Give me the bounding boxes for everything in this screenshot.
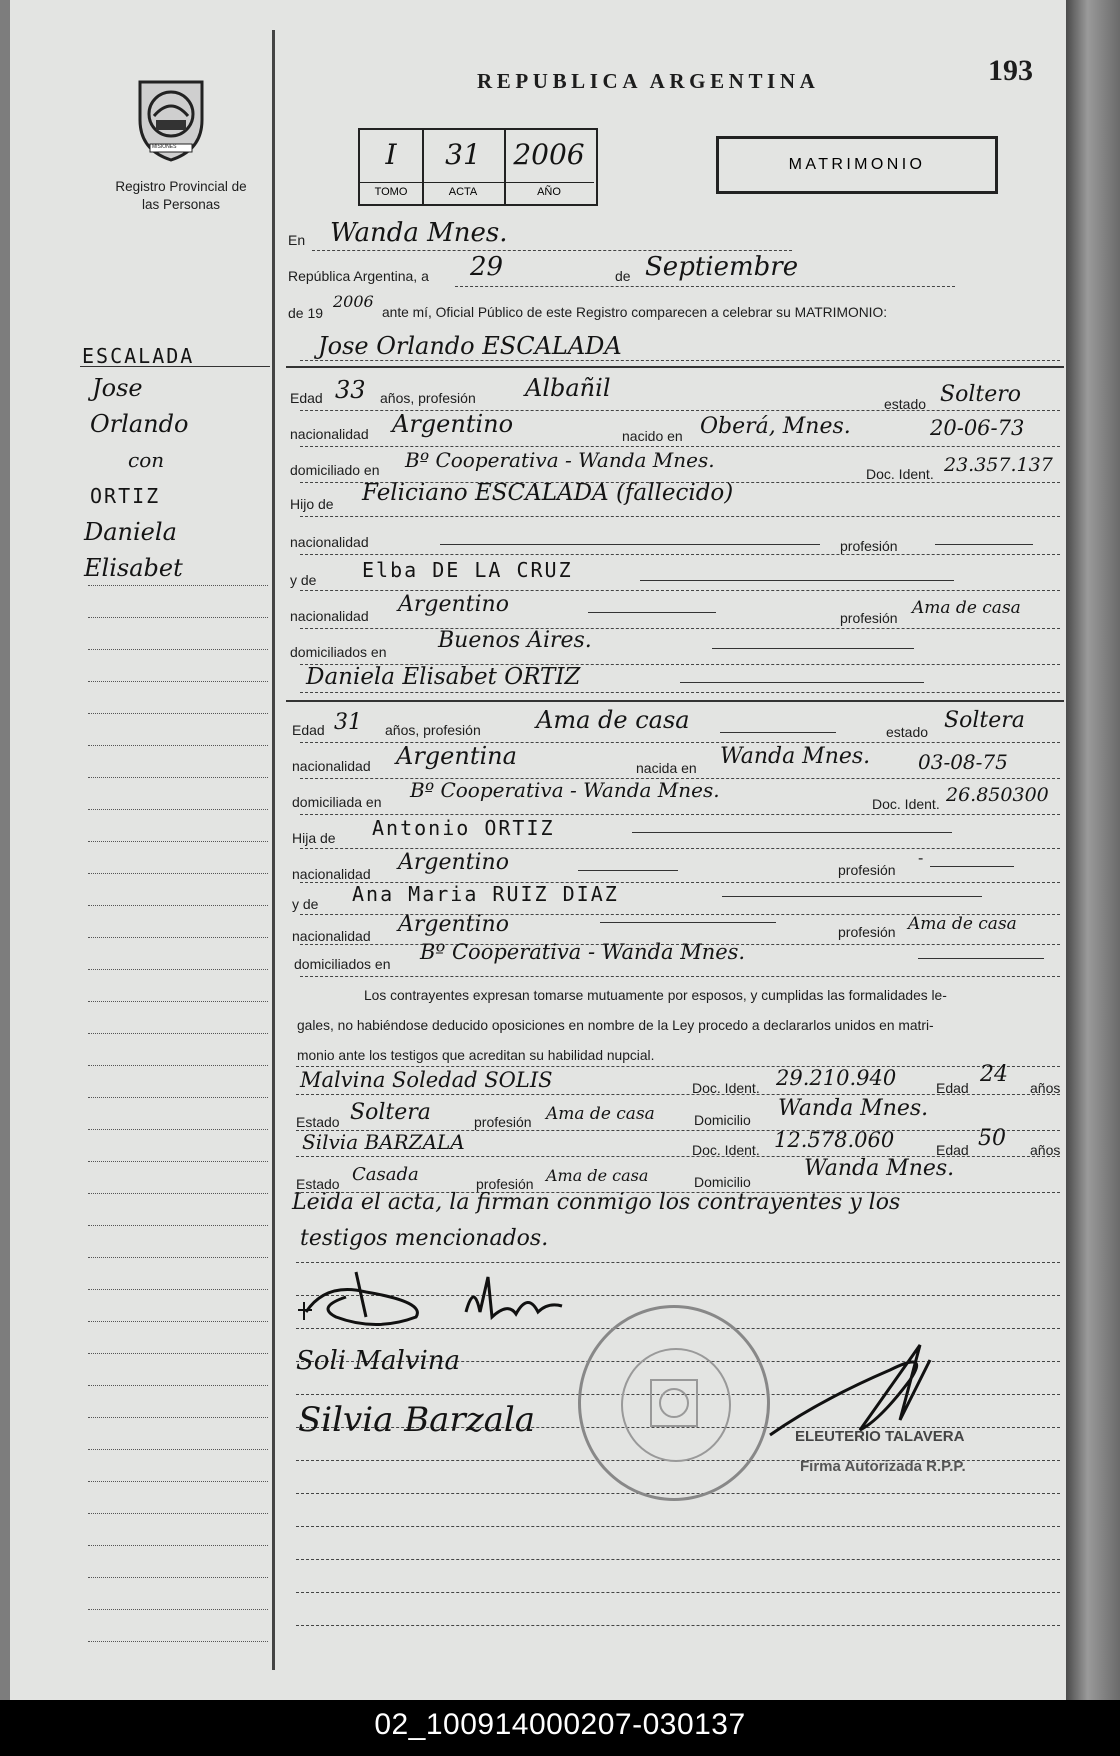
margin-surname-groom: ESCALADA [82, 344, 195, 368]
bride-padres-domicilio: Bº Cooperativa - Wanda Mnes. [420, 940, 746, 964]
witness-1-domicilio-label: Domicilio [694, 1112, 751, 1128]
crest-label: MISIONES [152, 144, 177, 150]
margin-ruled-line [88, 1417, 268, 1418]
declaration-line-2: gales, no habiéndose deducido oposiciones en nombre de la Ley procedo a declararlos unidos en matri- [297, 1018, 934, 1033]
margin-ruled-line [88, 649, 268, 650]
groom-madre-profesion: Ama de casa [912, 598, 1021, 618]
bride-y-de-label: y de [292, 896, 319, 912]
witness-2-domicilio-label: Domicilio [694, 1174, 751, 1190]
groom-doc: 23.357.137 [944, 454, 1053, 476]
margin-name-daniela: Daniela [84, 518, 177, 546]
registry-name: Registro Provincial de las Personas [115, 179, 247, 212]
closing-line-1: Leida el acta, la firman conmigo los contrayentes y los [292, 1190, 901, 1215]
groom-edad: 33 [335, 376, 366, 404]
margin-ruled-line [88, 1641, 268, 1642]
margin-ruled-line [88, 1193, 268, 1194]
ruled-line [296, 1592, 1060, 1593]
bride-padre: Antonio ORTIZ [372, 816, 555, 840]
groom-hijo-label: Hijo de [290, 496, 334, 512]
bride-doc: 26.850300 [946, 784, 1049, 806]
official-name: ELEUTERIO TALAVERA [795, 1428, 965, 1445]
declaration-line-3: monio ante los testigos que acreditan su habilidad nupcial. [297, 1048, 655, 1063]
book-edge [1066, 0, 1120, 1700]
margin-ruled-line [88, 1481, 268, 1482]
register-reference-box [358, 128, 598, 206]
witness-2-estado-label: Estado [296, 1176, 340, 1192]
witness-1-edad-label: Edad [936, 1080, 969, 1096]
groom-nacido-en: Oberá, Mnes. [700, 414, 851, 439]
bride-domiciliados-label: domiciliados en [294, 956, 391, 972]
witness-2-edad: 50 [978, 1126, 1006, 1151]
bride-profesion: Ama de casa [536, 706, 690, 734]
witness-1-estado: Soltera [350, 1100, 431, 1125]
bride-madre-profesion: Ama de casa [908, 914, 1017, 934]
margin-ruled-line [88, 1577, 268, 1578]
witness-2-doc: 12.578.060 [774, 1128, 895, 1152]
witness-2-name: Silvia BARZALA [302, 1130, 465, 1154]
acta-caption: ACTA [422, 182, 504, 198]
groom-madre-prof-label: profesión [840, 610, 898, 626]
margin-name-elisabet: Elisabet [84, 554, 183, 582]
witness-1-prof-label: profesión [474, 1114, 532, 1130]
bride-nacionalidad: Argentina [396, 742, 517, 770]
margin-ruled-line [88, 1097, 268, 1098]
bride-anios-label: años, profesión [385, 722, 481, 738]
margin-divider [272, 30, 275, 1670]
groom-padre-prof-label: profesión [840, 538, 898, 554]
groom-domicilio-label: domiciliado en [290, 462, 380, 478]
bride-signature [458, 1272, 568, 1332]
margin-ruled-line [88, 1161, 268, 1162]
margin-ruled-line [88, 937, 268, 938]
bride-padre-prof-label: profesión [838, 862, 896, 878]
witness-1-domicilio: Wanda Mnes. [778, 1096, 929, 1121]
bride-nacida-en: Wanda Mnes. [720, 744, 871, 769]
ruled-line [296, 1559, 1060, 1560]
witness-2-signature: Silvia Barzala [298, 1400, 536, 1440]
margin-ruled-line [88, 1609, 268, 1610]
bride-fecha-nac: 03-08-75 [918, 750, 1008, 774]
bride-estado-label: estado [886, 724, 929, 740]
de-label: de [615, 268, 631, 284]
groom-profesion: Albañil [525, 374, 611, 402]
anio-value: 2006 [513, 138, 585, 171]
ruled-line [296, 1526, 1060, 1527]
witness-2-doc-label: Doc. Ident. [692, 1142, 760, 1158]
official-seal-icon [578, 1305, 770, 1501]
margin-ruled-line [88, 1449, 268, 1450]
witness-1-edad: 24 [980, 1062, 1008, 1087]
margin-ruled-line [88, 809, 268, 810]
margin-ruled-line [88, 1257, 268, 1258]
groom-estado-label: estado [884, 396, 927, 412]
witness-2-prof-label: profesión [476, 1176, 534, 1192]
witness-1-signature: Soli Malvina [296, 1346, 461, 1376]
bride-madre-prof-label: profesión [838, 924, 896, 940]
margin-ruled-line [88, 777, 268, 778]
margin-ruled-line [88, 1289, 268, 1290]
margin-ruled-line [88, 1225, 268, 1226]
ante-text: ante mí, Oficial Público de este Registro comparecen a celebrar su MATRIMONIO: [382, 305, 888, 320]
bride-nacida-label: nacida en [636, 760, 697, 776]
margin-ruled-line [88, 1001, 268, 1002]
witness-1-estado-label: Estado [296, 1114, 340, 1130]
groom-y-de-label: y de [290, 572, 317, 588]
ruled-line [296, 1625, 1060, 1626]
bride-padre-profesion: - [918, 850, 924, 867]
margin-ruled-line [88, 873, 268, 874]
groom-doc-label: Doc. Ident. [866, 466, 934, 482]
declaration-line-1: Los contrayentes expresan tomarse mutuamente por esposos, y cumplidas las formalidades le- [364, 988, 947, 1003]
margin-ruled-line [88, 681, 268, 682]
margin-con: con [128, 448, 165, 472]
witness-2-profesion: Ama de casa [546, 1166, 649, 1185]
republica-label: República Argentina, a [288, 268, 429, 284]
margin-ruled-line [88, 617, 268, 618]
margin-ruled-line [88, 1129, 268, 1130]
place: Wanda Mnes. [330, 218, 508, 248]
groom-domiciliados-label: domiciliados en [290, 644, 387, 660]
margin-ruled-line [88, 1513, 268, 1514]
year-prefix: de 19 [288, 305, 324, 321]
groom-madre-nac-label: nacionalidad [290, 608, 369, 624]
bride-hija-label: Hija de [292, 830, 336, 846]
bride-edad: 31 [334, 710, 362, 735]
groom-name: Jose Orlando ESCALADA [318, 332, 622, 360]
witness-1-doc: 29.210.940 [776, 1066, 897, 1090]
margin-ruled-line [88, 1065, 268, 1066]
margin-ruled-line [88, 841, 268, 842]
margin-ruled-line [88, 969, 268, 970]
groom-padre-nac-label: nacionalidad [290, 534, 369, 550]
bride-madre: Ana Maria RUIZ DIAZ [352, 882, 619, 906]
witness-1-name: Malvina Soledad SOLIS [300, 1068, 553, 1092]
groom-nac-label: nacionalidad [290, 426, 369, 442]
en-label: En [288, 232, 306, 248]
official-title: Firma Autorizada R.P.P. [800, 1458, 966, 1475]
country-title: REPUBLICA ARGENTINA [477, 69, 820, 93]
groom-nacido-label: nacido en [622, 428, 683, 444]
bride-padre-nacionalidad: Argentino [398, 850, 509, 875]
witness-1-doc-label: Doc. Ident. [692, 1080, 760, 1096]
groom-domicilio: Bº Cooperativa - Wanda Mnes. [405, 448, 715, 472]
margin-ruled-line [88, 905, 268, 906]
margin-name-orlando: Orlando [90, 410, 189, 438]
groom-fecha-nac: 20-06-73 [930, 416, 1025, 440]
bride-name: Daniela Elisabet ORTIZ [306, 664, 581, 690]
groom-madre-nacionalidad: Argentino [398, 592, 509, 617]
groom-anios-label: años, profesión [380, 390, 476, 406]
day: 29 [470, 252, 504, 282]
bride-padre-nac-label: nacionalidad [292, 866, 371, 882]
act-type: MATRIMONIO [788, 156, 926, 173]
witness-2-edad-label: Edad [936, 1142, 969, 1158]
margin-surname-bride: ORTIZ [90, 484, 161, 508]
witness-1-profesion: Ama de casa [546, 1104, 655, 1124]
groom-edad-label: Edad [290, 390, 323, 406]
margin-ruled-line [88, 1321, 268, 1322]
groom-padre: Feliciano ESCALADA (fallecido) [362, 480, 734, 506]
year: 2006 [333, 292, 374, 311]
margin-ruled-line [88, 713, 268, 714]
bride-madre-nacionalidad: Argentino [398, 912, 509, 937]
tomo-caption: TOMO [360, 182, 422, 198]
margin-ruled-line [88, 1353, 268, 1354]
anio-caption: AÑO [504, 182, 594, 198]
groom-nacionalidad: Argentino [392, 410, 514, 438]
witness-2-estado: Casada [352, 1164, 419, 1185]
month: Septiembre [645, 252, 799, 282]
witness-2-domicilio: Wanda Mnes. [804, 1156, 955, 1181]
bride-doc-label: Doc. Ident. [872, 796, 940, 812]
margin-ruled-line [88, 1545, 268, 1546]
page-number: 193 [988, 54, 1033, 87]
margin-ruled-line [88, 585, 268, 586]
witness-1-anios-label: años [1030, 1080, 1061, 1096]
bride-edad-label: Edad [292, 722, 325, 738]
bride-estado: Soltera [944, 708, 1025, 733]
bride-nac-label: nacionalidad [292, 758, 371, 774]
margin-ruled-line [88, 1033, 268, 1034]
groom-madre: Elba DE LA CRUZ [362, 558, 573, 582]
margin-name-jose: Jose [92, 374, 143, 402]
bride-domicilio: Bº Cooperativa - Wanda Mnes. [410, 778, 720, 802]
witness-2-anios-label: años [1030, 1142, 1061, 1158]
tomo-value: I [385, 138, 397, 171]
act-type-box [716, 136, 998, 194]
acta-value: 31 [445, 138, 481, 171]
closing-line-2: testigos mencionados. [300, 1226, 549, 1251]
margin-ruled-line [88, 745, 268, 746]
groom-padres-domicilio: Buenos Aires. [438, 628, 592, 653]
groom-estado: Soltero [940, 382, 1021, 407]
groom-signature [296, 1262, 446, 1332]
scan-id: 02_100914000207-030137 [374, 1708, 746, 1741]
margin-ruled-line [88, 1385, 268, 1386]
bride-domicilio-label: domiciliada en [292, 794, 382, 810]
bride-madre-nac-label: nacionalidad [292, 928, 371, 944]
